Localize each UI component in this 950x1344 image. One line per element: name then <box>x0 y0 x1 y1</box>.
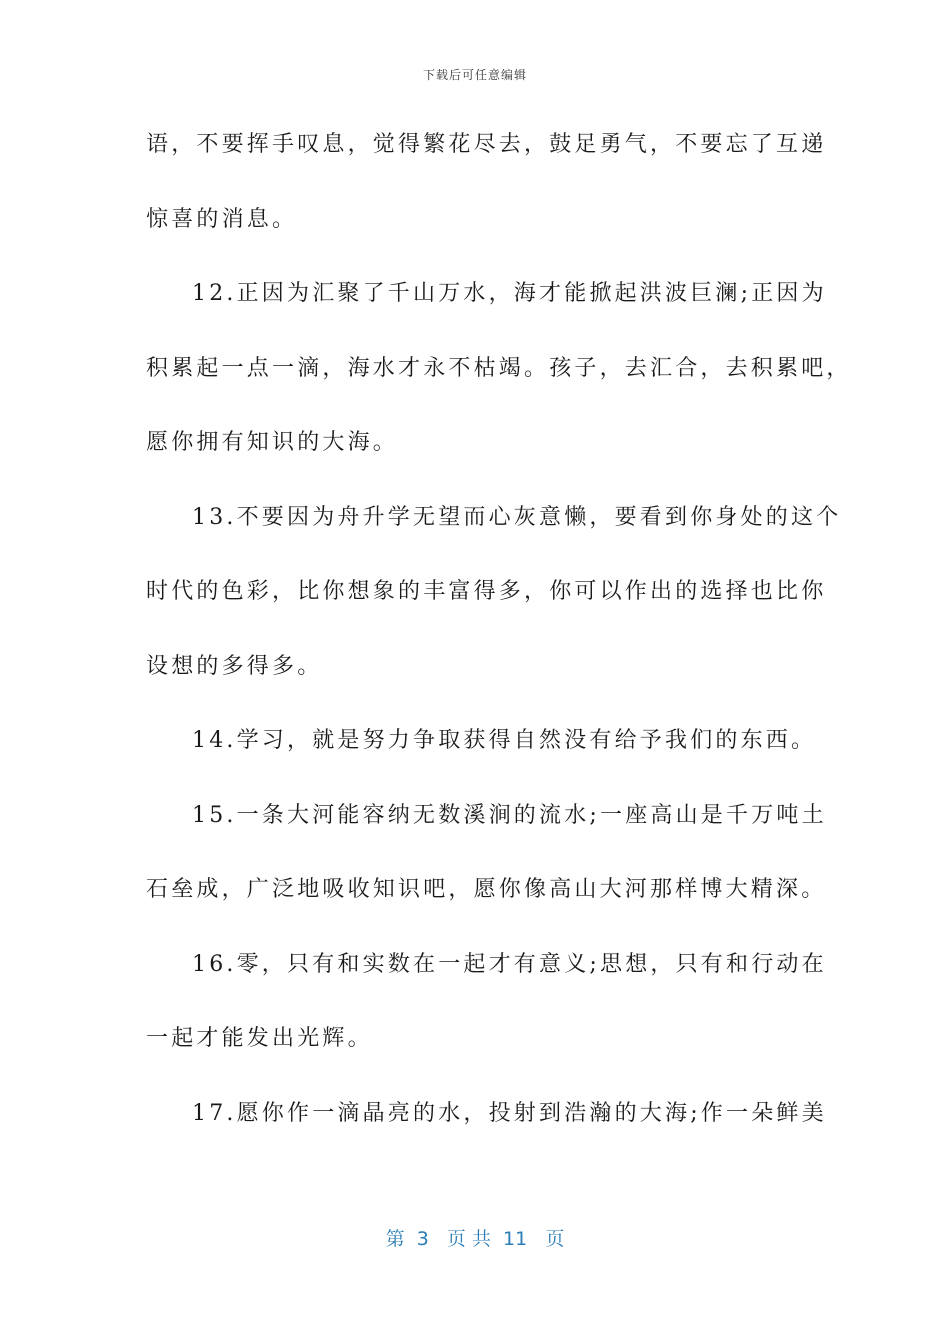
body-line-1: 语，不要挥手叹息，觉得繁花尽去，鼓足勇气，不要忘了互递 <box>146 132 827 157</box>
body-line-3: 12.正因为汇聚了千山万水，海才能掀起洪波巨澜;正因为 <box>192 281 827 306</box>
body-line-2: 惊喜的消息。 <box>146 206 298 232</box>
body-line-4: 积累起一点一滴，海水才永不枯竭。孩子，去汇合，去积累吧， <box>146 355 852 381</box>
body-line-14: 17.愿你作一滴晶亮的水，投射到浩瀚的大海;作一朵鲜美 <box>192 1100 827 1126</box>
body-line-11: 石垒成，广泛地吸收知识吧，愿你像高山大河那样博大精深。 <box>146 877 827 902</box>
page-header: 下载后可任意编辑 <box>422 68 527 82</box>
body-line-5: 愿你拥有知识的大海。 <box>146 430 399 455</box>
document-body <box>146 118 852 1161</box>
body-line-10: 15.一条大河能容纳无数溪涧的流水;一座高山是千万吨土 <box>192 802 827 828</box>
body-line-6: 13.不要因为舟升学无望而心灰意懒，要看到你身处的这个 <box>192 504 842 530</box>
page-number-footer: 第 3 页 共 11 页 <box>385 1228 565 1250</box>
body-line-8: 设想的多得多。 <box>146 653 323 679</box>
body-line-9: 14.学习，就是努力争取获得自然没有给予我们的东西。 <box>192 728 817 753</box>
body-line-12: 16.零，只有和实数在一起才有意义;思想，只有和行动在 <box>192 951 827 977</box>
body-line-7: 时代的色彩，比你想象的丰富得多，你可以作出的选择也比你 <box>146 579 827 604</box>
body-line-13: 一起才能发出光辉。 <box>146 1026 373 1051</box>
